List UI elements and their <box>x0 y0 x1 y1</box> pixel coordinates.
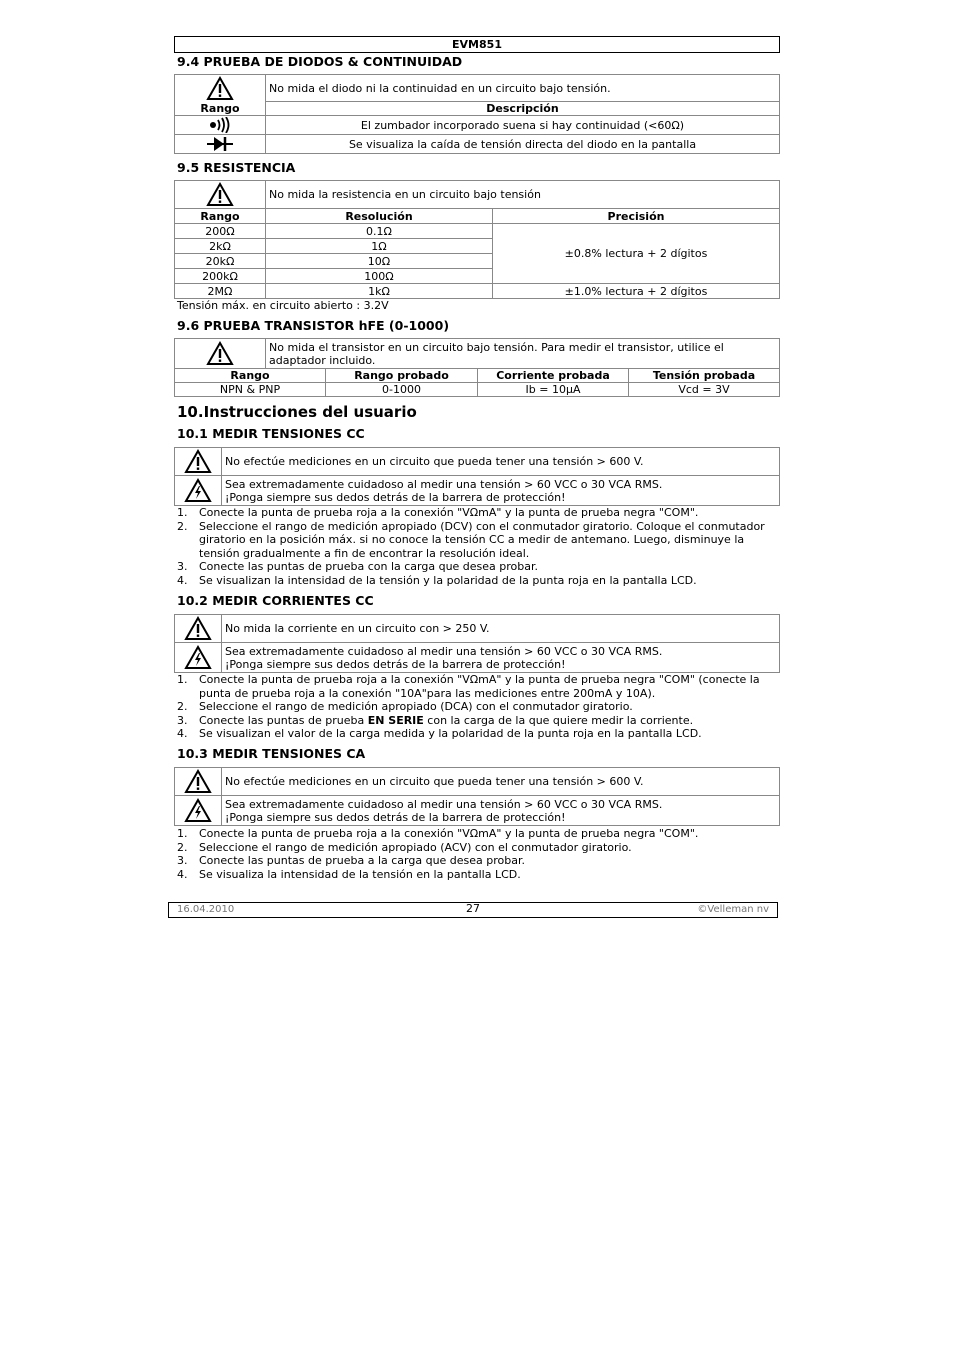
warning-icon <box>184 616 212 641</box>
range-cell: 2kΩ <box>175 239 266 254</box>
warning-text: No mida la resistencia en un circuito bajo tensión <box>266 181 780 209</box>
dca-warning-table <box>174 614 780 673</box>
warning-text: No mida el transistor en un circuito bajo tensión. Para medir el transistor, utilice el adaptador incluido. <box>266 339 780 369</box>
range-tested-cell: 0-1000 <box>326 383 478 397</box>
warning-text: No mida la corriente en un circuito con > 250 V. <box>222 615 780 643</box>
continuity-desc: El zumbador incorporado suena si hay continuidad (<60Ω) <box>266 116 780 135</box>
col-resolution: Resolución <box>266 209 493 224</box>
high-voltage-icon <box>184 645 212 670</box>
col-range-tested: Rango probado <box>326 369 478 383</box>
range-cell: NPN & PNP <box>175 383 326 397</box>
range-cell: 200kΩ <box>175 269 266 284</box>
warning-cell <box>175 448 222 476</box>
warning-cell <box>175 615 222 643</box>
warning-cell <box>175 75 266 102</box>
transistor-table <box>174 368 780 397</box>
warning-text: Sea extremadamente cuidadoso al medir una tensión > 60 VCC o 30 VCA RMS. ¡Ponga siempre sus dedos detrás de la barrera de protección! <box>222 643 780 673</box>
warning-icon <box>206 182 234 207</box>
acv-steps <box>174 827 698 881</box>
range-cell: 200Ω <box>175 224 266 239</box>
col-range: Rango <box>175 102 266 116</box>
section-9-6-title: 9.6 PRUEBA TRANSISTOR hFE (0-1000) <box>177 318 450 333</box>
dcv-warning-table <box>174 447 780 506</box>
resolution-cell: 1kΩ <box>266 284 493 299</box>
col-precision: Precisión <box>493 209 780 224</box>
current-tested-cell: Ib = 10μA <box>478 383 629 397</box>
warning-text: Sea extremadamente cuidadoso al medir una tensión > 60 VCC o 30 VCA RMS. ¡Ponga siempre sus dedos detrás de la barrera de protección! <box>222 796 780 826</box>
dcv-steps <box>174 506 780 587</box>
resolution-cell: 1Ω <box>266 239 493 254</box>
list-item: 1. Conecte la punta de prueba roja a la conexión "VΩmA" y la punta de prueba negra "COM" (conecte la punta de prueba roja a la conexión "10A"para las mediciones entre 200mA y 10A). <box>177 673 760 700</box>
section-9-5-title: 9.5 RESISTENCIA <box>177 160 296 175</box>
high-voltage-icon <box>184 478 212 503</box>
warning-icon <box>184 449 212 474</box>
list-item: 2. Seleccione el rango de medición apropiado (DCV) con el conmutador giratorio. Coloque el conmutador giratorio en la posición máx. si no conoce la tensión CC a medir de antemano. Luego, disminuye la tensión gradualmente a fin de encontrar la resolución ideal. <box>177 519 765 560</box>
resistance-table <box>174 180 780 299</box>
list-item: 2. Seleccione el rango de medición apropiado (DCA) con el conmutador giratorio. <box>177 700 633 713</box>
high-voltage-icon <box>184 798 212 823</box>
high-voltage-cell <box>175 476 222 506</box>
footer-copyright: ©Velleman nv <box>697 904 769 915</box>
col-voltage-tested: Tensión probada <box>629 369 780 383</box>
section-10-3-title: 10.3 MEDIR TENSIONES CA <box>177 746 366 761</box>
continuity-buzzer-icon <box>175 116 266 135</box>
precision-cell: ±1.0% lectura + 2 dígitos <box>493 284 780 299</box>
resolution-cell: 10Ω <box>266 254 493 269</box>
list-item: 3. Conecte las puntas de prueba con la carga que desea probar. <box>177 560 539 573</box>
section-9-4-title: 9.4 PRUEBA DE DIODOS & CONTINUIDAD <box>177 54 463 69</box>
resolution-cell: 0.1Ω <box>266 224 493 239</box>
diode-table <box>174 74 780 154</box>
precision-cell: ±0.8% lectura + 2 dígitos <box>493 224 780 284</box>
page-footer <box>168 902 778 918</box>
voltage-tested-cell: Vcd = 3V <box>629 383 780 397</box>
col-range: Rango <box>175 369 326 383</box>
section-10-2-title: 10.2 MEDIR CORRIENTES CC <box>177 593 374 608</box>
warning-text: No efectúe mediciones en un circuito que pueda tener una tensión > 600 V. <box>222 768 780 796</box>
list-item: 1. Conecte la punta de prueba roja a la conexión "VΩmA" y la punta de prueba negra "COM". <box>177 827 699 840</box>
high-voltage-cell <box>175 643 222 673</box>
diode-desc: Se visualiza la caída de tensión directa del diodo en la pantalla <box>266 135 780 154</box>
list-item: 4. Se visualiza la intensidad de la tensión en la pantalla LCD. <box>177 867 521 881</box>
warning-text: Sea extremadamente cuidadoso al medir una tensión > 60 VCC o 30 VCA RMS. ¡Ponga siempre sus dedos detrás de la barrera de protección! <box>222 476 780 506</box>
list-item: 1. Conecte la punta de prueba roja a la conexión "VΩmA" y la punta de prueba negra "COM". <box>177 506 699 519</box>
warning-text: No mida el diodo ni la continuidad en un circuito bajo tensión. <box>266 75 780 102</box>
header-model: EVM851 <box>174 36 780 53</box>
col-range: Rango <box>175 209 266 224</box>
section-10-1-title: 10.1 MEDIR TENSIONES CC <box>177 426 365 441</box>
range-cell: 2MΩ <box>175 284 266 299</box>
col-current-tested: Corriente probada <box>478 369 629 383</box>
footer-date: 16.04.2010 <box>177 904 235 915</box>
warning-cell <box>175 339 266 369</box>
list-item: 4. Se visualizan la intensidad de la tensión y la polaridad de la punta roja en la pantalla LCD. <box>177 573 697 587</box>
page-number: 27 <box>466 902 480 915</box>
list-item: 3. Conecte las puntas de prueba EN SERIE con la carga de la que quiere medir la corriente. <box>177 713 694 727</box>
acv-warning-table <box>174 767 780 826</box>
list-item: 3. Conecte las puntas de prueba a la carga que desea probar. <box>177 854 526 867</box>
list-item: 2. Seleccione el rango de medición apropiado (ACV) con el conmutador giratorio. <box>177 840 632 854</box>
warning-cell <box>175 181 266 209</box>
high-voltage-cell <box>175 796 222 826</box>
col-desc: Descripción <box>266 102 780 116</box>
warning-cell <box>175 768 222 796</box>
transistor-warning-table <box>174 338 780 369</box>
range-cell: 20kΩ <box>175 254 266 269</box>
resolution-cell: 100Ω <box>266 269 493 284</box>
open-circuit-note: Tensión máx. en circuito abierto : 3.2V <box>177 299 389 312</box>
dca-steps <box>174 673 780 741</box>
section-10-title: 10.Instrucciones del usuario <box>177 403 417 421</box>
list-item: 4. Se visualizan el valor de la carga medida y la polaridad de la punta roja en la pantalla LCD. <box>177 727 702 740</box>
warning-icon <box>206 341 234 366</box>
diode-icon <box>175 135 266 154</box>
warning-icon <box>184 769 212 794</box>
warning-icon <box>206 76 234 101</box>
warning-text: No efectúe mediciones en un circuito que pueda tener una tensión > 600 V. <box>222 448 780 476</box>
